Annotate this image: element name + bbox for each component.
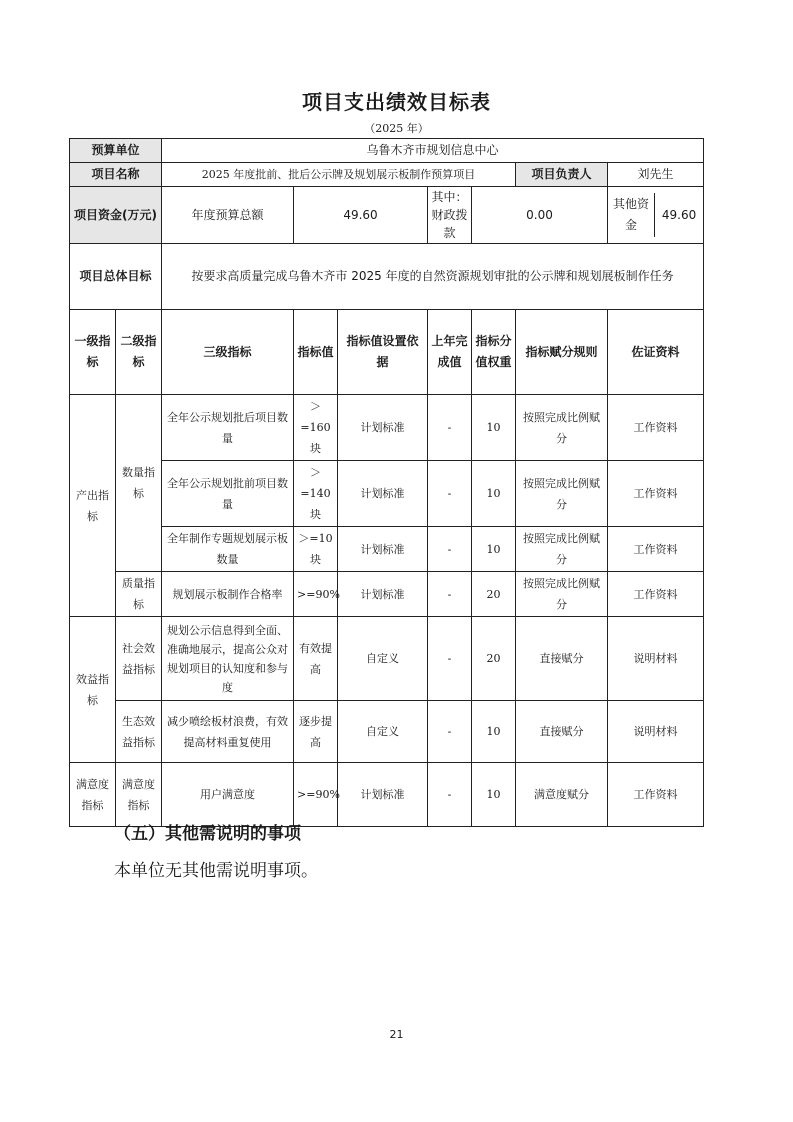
- funds-row: [70, 187, 704, 244]
- prev-cell: -: [428, 763, 472, 827]
- basis-cell: 计划标准: [338, 395, 428, 461]
- goal-value: 按要求高质量完成乌鲁木齐市 2025 年度的自然资源规划审批的公示牌和规划展板制作任务: [162, 244, 704, 310]
- weight-cell: 20: [472, 617, 516, 701]
- table-row: [70, 461, 704, 527]
- weight-cell: 10: [472, 701, 516, 763]
- other-funds-split: [608, 187, 704, 244]
- table-row: [70, 527, 704, 572]
- fiscal-value: 0.00: [472, 187, 608, 244]
- header-level2: 二级指标: [116, 310, 162, 395]
- header-level3: 三级指标: [162, 310, 294, 395]
- evidence-cell: 工作资料: [608, 461, 704, 527]
- project-name-value: 2025 年度批前、批后公示牌及规划展示板制作预算项目: [162, 163, 516, 187]
- header-level1: 一级指标: [70, 310, 116, 395]
- level2-satisfaction: 满意度指标: [116, 763, 162, 827]
- prev-cell: -: [428, 461, 472, 527]
- value-cell: >=90%: [294, 763, 338, 827]
- weight-cell: 10: [472, 763, 516, 827]
- header-weight: 指标分值权重: [472, 310, 516, 395]
- level3-cell: 全年制作专题规划展示板数量: [162, 527, 294, 572]
- table-row: [70, 763, 704, 827]
- header-value: 指标值: [294, 310, 338, 395]
- evidence-cell: 工作资料: [608, 763, 704, 827]
- basis-cell: 自定义: [338, 617, 428, 701]
- other-funds-label: 其他资金: [608, 193, 655, 237]
- prev-cell: -: [428, 395, 472, 461]
- goal-label: 项目总体目标: [70, 244, 162, 310]
- basis-cell: 自定义: [338, 701, 428, 763]
- rule-cell: 按照完成比例赋分: [516, 572, 608, 617]
- level2-ecology: 生态效益指标: [116, 701, 162, 763]
- budget-unit-value: 乌鲁木齐市规划信息中心: [162, 139, 704, 163]
- weight-cell: 10: [472, 395, 516, 461]
- prev-cell: -: [428, 572, 472, 617]
- basis-cell: 计划标准: [338, 461, 428, 527]
- evidence-cell: 工作资料: [608, 527, 704, 572]
- level3-cell: 用户满意度: [162, 763, 294, 827]
- project-name-label: 项目名称: [70, 163, 162, 187]
- value-cell: >=90%: [294, 572, 338, 617]
- evidence-cell: 说明材料: [608, 701, 704, 763]
- page-title: 项目支出绩效目标表: [302, 90, 491, 114]
- annual-total-label: 年度预算总额: [162, 187, 294, 244]
- level1-benefit: 效益指标: [70, 617, 116, 763]
- weight-cell: 10: [472, 527, 516, 572]
- basis-cell: 计划标准: [338, 527, 428, 572]
- weight-cell: 20: [472, 572, 516, 617]
- level1-satisfaction: 满意度指标: [70, 763, 116, 827]
- level1-output: 产出指标: [70, 395, 116, 617]
- value-cell: ＞=160块: [294, 395, 338, 461]
- prev-cell: -: [428, 527, 472, 572]
- basis-cell: 计划标准: [338, 763, 428, 827]
- header-rule: 指标赋分规则: [516, 310, 608, 395]
- level3-cell: 全年公示规划批后项目数量: [162, 395, 294, 461]
- table-row: [70, 395, 704, 461]
- annual-total-value: 49.60: [294, 187, 428, 244]
- fiscal-label: 其中：财政拨款: [428, 187, 472, 244]
- rule-cell: 满意度赋分: [516, 763, 608, 827]
- value-cell: 有效提高: [294, 617, 338, 701]
- value-cell: 逐步提高: [294, 701, 338, 763]
- rule-cell: 直接赋分: [516, 701, 608, 763]
- year-label: （2025 年）: [364, 122, 429, 135]
- table-row: [70, 701, 704, 763]
- section-note: 本单位无其他需说明事项。: [114, 861, 318, 881]
- basis-cell: 计划标准: [338, 572, 428, 617]
- responsible-label: 项目负责人: [516, 163, 608, 187]
- performance-table: [69, 138, 704, 827]
- value-cell: ＞=140块: [294, 461, 338, 527]
- funds-label: 项目资金(万元): [70, 187, 162, 244]
- rule-cell: 按照完成比例赋分: [516, 527, 608, 572]
- page-number: 21: [389, 1028, 404, 1041]
- table-row: [70, 572, 704, 617]
- budget-unit-row: [70, 139, 704, 163]
- project-name-row: [70, 163, 704, 187]
- weight-cell: 10: [472, 461, 516, 527]
- evidence-cell: 说明材料: [608, 617, 704, 701]
- value-cell: ＞=10块: [294, 527, 338, 572]
- evidence-cell: 工作资料: [608, 395, 704, 461]
- level2-quality: 质量指标: [116, 572, 162, 617]
- responsible-value: 刘先生: [608, 163, 704, 187]
- budget-unit-label: 预算单位: [70, 139, 162, 163]
- rule-cell: 直接赋分: [516, 617, 608, 701]
- prev-cell: -: [428, 617, 472, 701]
- header-prev: 上年完成值: [428, 310, 472, 395]
- header-row: [70, 310, 704, 395]
- level3-cell: 减少喷绘板材浪费，有效提高材料重复使用: [162, 701, 294, 763]
- evidence-cell: 工作资料: [608, 572, 704, 617]
- other-funds-value: 49.60: [661, 207, 697, 222]
- goal-row: [70, 244, 704, 310]
- rule-cell: 按照完成比例赋分: [516, 395, 608, 461]
- header-basis: 指标值设置依据: [338, 310, 428, 395]
- section-heading: （五）其他需说明的事项: [114, 824, 301, 844]
- header-evidence: 佐证资料: [608, 310, 704, 395]
- level2-quantity: 数量指标: [116, 395, 162, 572]
- level3-cell: 规划公示信息得到全面、准确地展示，提高公众对规划项目的认知度和参与度: [162, 617, 294, 701]
- rule-cell: 按照完成比例赋分: [516, 461, 608, 527]
- table-row: [70, 617, 704, 701]
- level3-cell: 全年公示规划批前项目数量: [162, 461, 294, 527]
- level2-social: 社会效益指标: [116, 617, 162, 701]
- prev-cell: -: [428, 701, 472, 763]
- level3-cell: 规划展示板制作合格率: [162, 572, 294, 617]
